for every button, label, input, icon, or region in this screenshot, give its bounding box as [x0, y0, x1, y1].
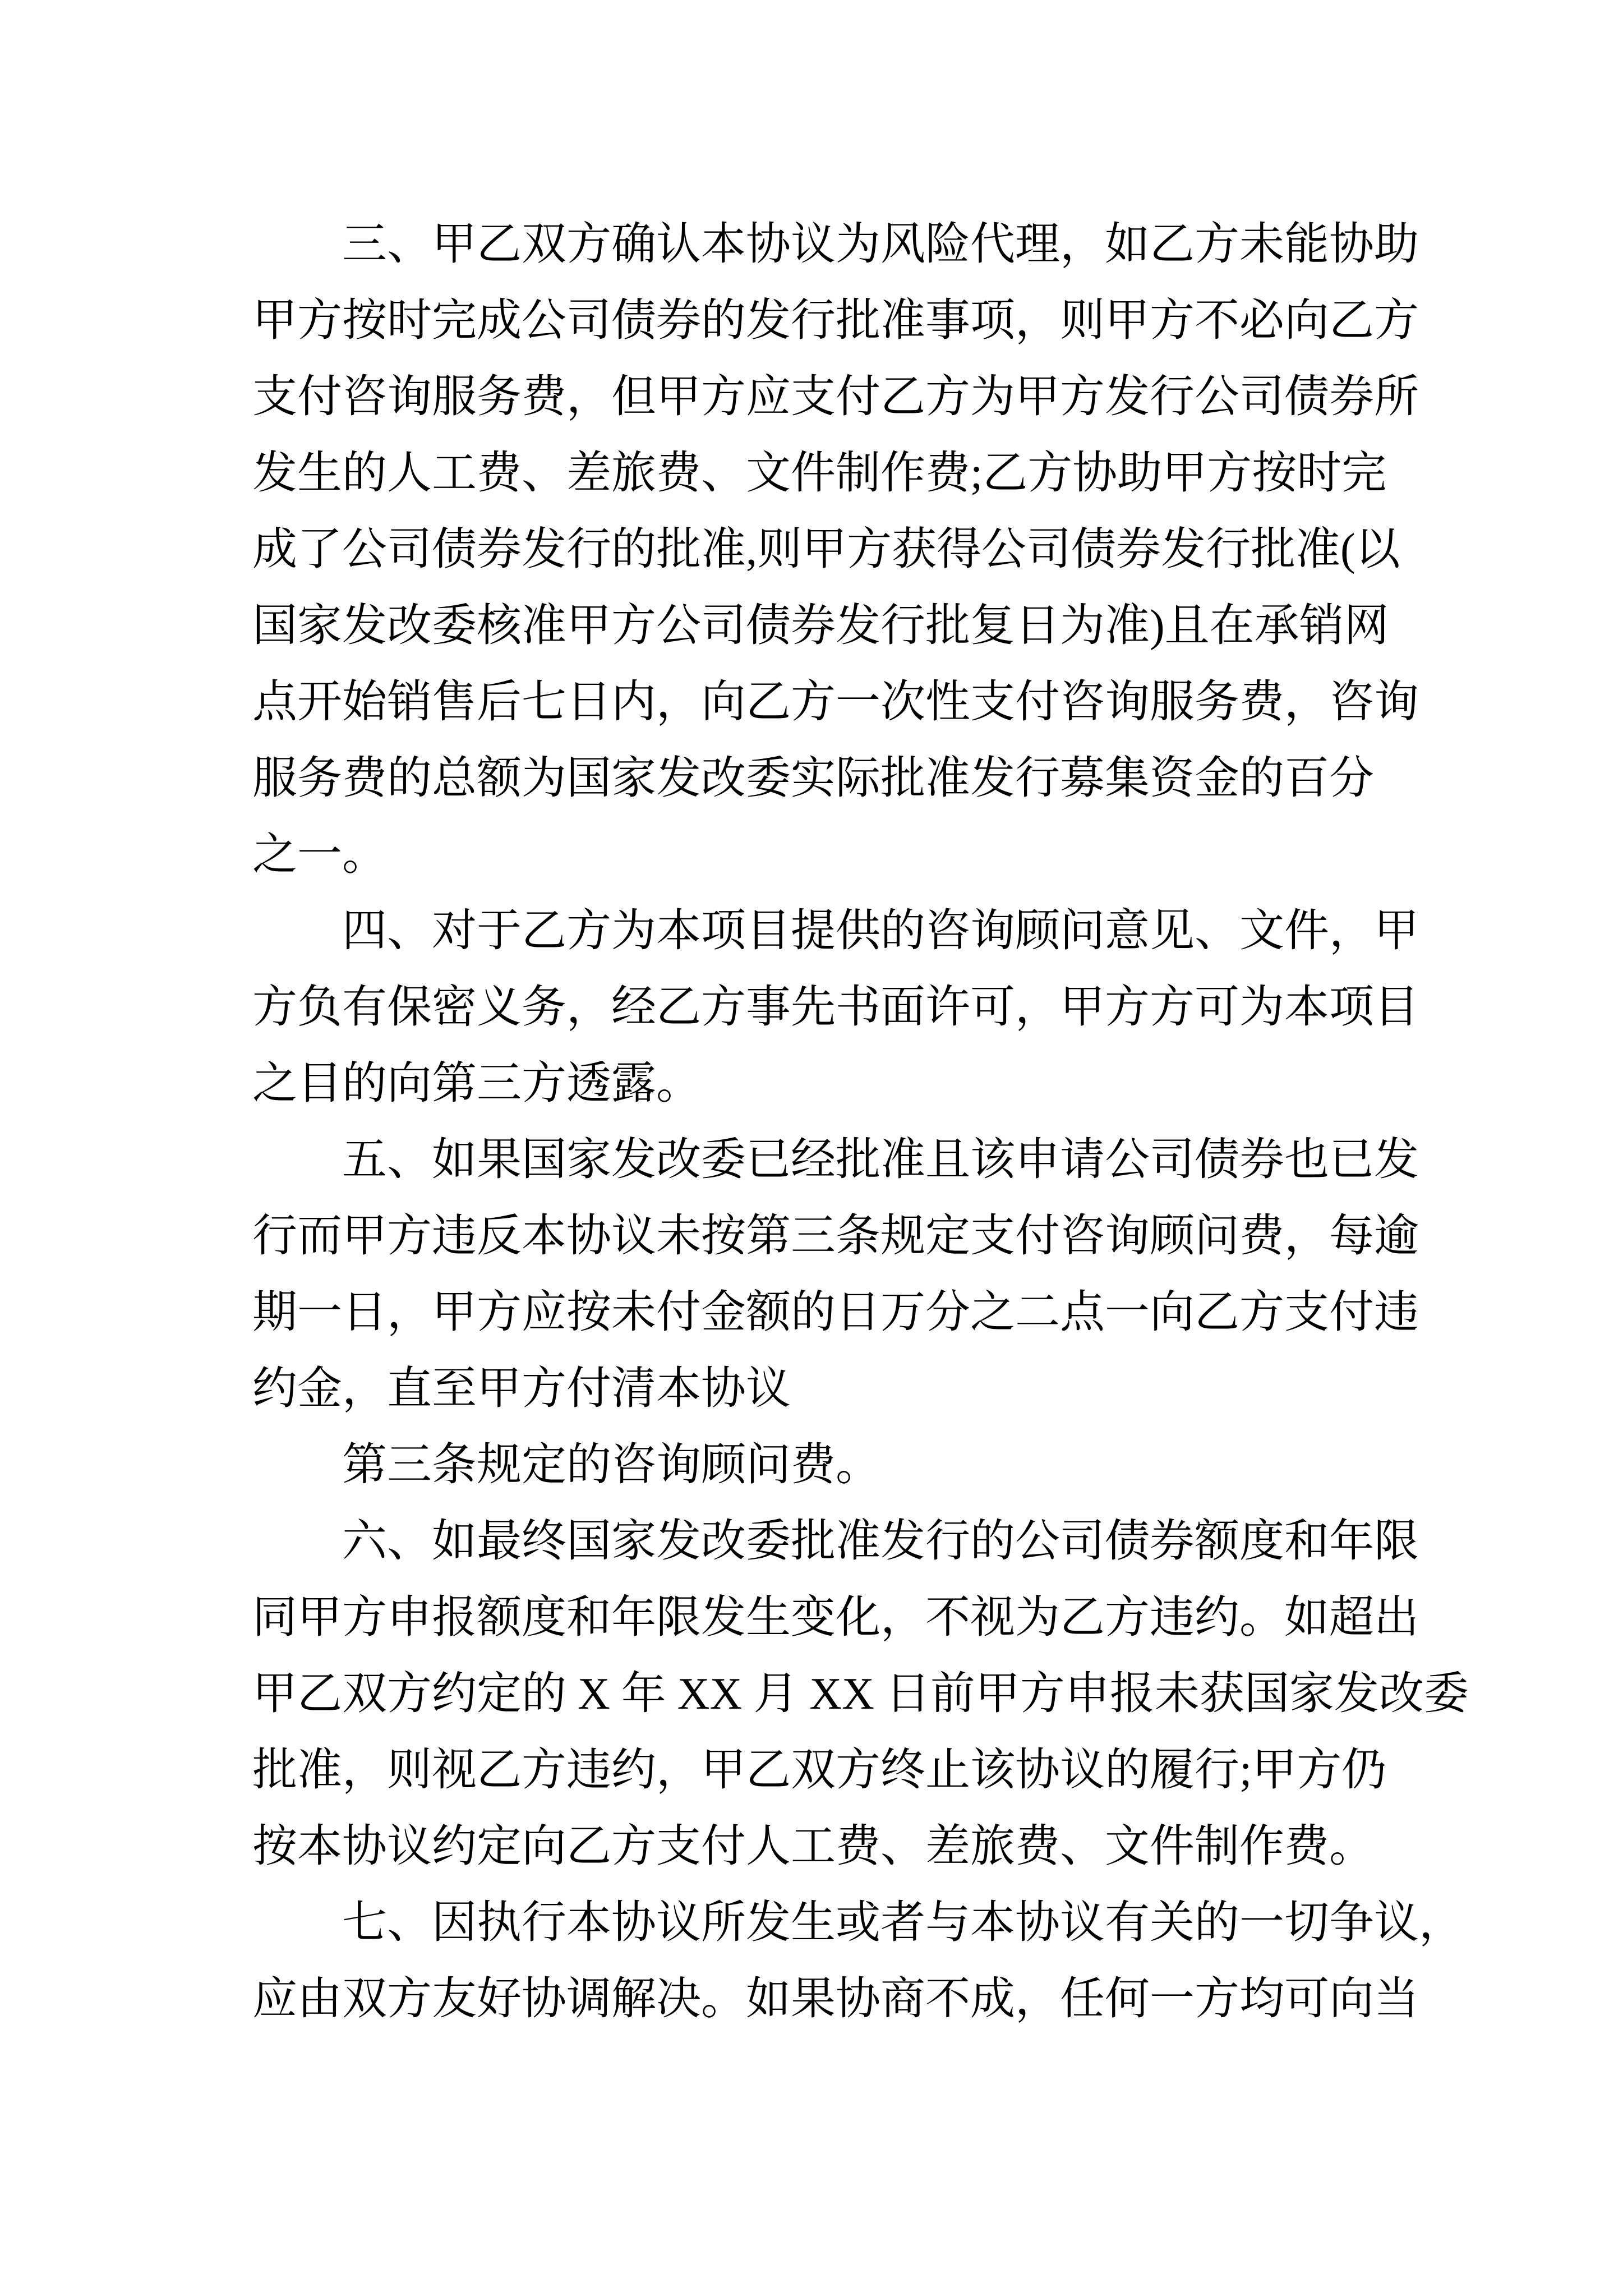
text-line: 方负有保密义务，经乙方事先书面许可，甲方方可为本项目 — [252, 983, 1419, 1032]
text-line: 第三条规定的咨询顾问费。 — [252, 1441, 880, 1490]
text-line: 三、甲乙双方确认本协议为风险代理，如乙方未能协助 — [252, 220, 1419, 269]
text-line: 点开始销售后七日内，向乙方一次性支付咨询服务费，咨询 — [252, 678, 1419, 727]
text-line: 七、因执行本协议所发生或者与本协议有关的一切争议， — [252, 1898, 1464, 1948]
text-line: 按本协议约定向乙方支付人工费、差旅费、文件制作费。 — [252, 1822, 1374, 1871]
text-line: 期一日，甲方应按未付金额的日万分之二点一向乙方支付违 — [252, 1288, 1419, 1337]
text-line: 约金，直至甲方付清本协议 — [252, 1364, 791, 1414]
text-line: 同甲方申报额度和年限发生变化，不视为乙方违约。如超出 — [252, 1593, 1419, 1642]
text-line: 国家发改委核准甲方公司债券发行批复日为准)且在承销网 — [252, 601, 1389, 651]
text-line: 服务费的总额为国家发改委实际批准发行募集资金的百分 — [252, 754, 1374, 803]
text-line: 五、如果国家发改委已经批准且该申请公司债券也已发 — [252, 1135, 1419, 1185]
text-line: 四、对于乙方为本项目提供的咨询顾问意见、文件，甲 — [252, 907, 1419, 956]
text-line: 批准，则视乙方违约，甲乙双方终止该协议的履行;甲方仍 — [252, 1746, 1387, 1795]
text-line: 之一。 — [252, 830, 387, 880]
text-line: 甲乙双方约定的 X 年 XX 月 XX 日前甲方申报未获国家发改委 — [252, 1669, 1469, 1719]
contract-text-block — [252, 206, 1469, 2037]
text-line: 甲方按时完成公司债券的发行批准事项，则甲方不必向乙方 — [252, 296, 1419, 346]
text-line: 支付咨询服务费，但甲方应支付乙方为甲方发行公司债券所 — [252, 372, 1419, 422]
text-line: 之目的向第三方透露。 — [252, 1059, 701, 1108]
text-line: 应由双方友好协调解决。如果协商不成，任何一方均可向当 — [252, 1975, 1419, 2024]
text-line: 发生的人工费、差旅费、文件制作费;乙方协助甲方按时完 — [252, 449, 1387, 498]
text-line: 成了公司债券发行的批准,则甲方获得公司债券发行批准(以 — [252, 525, 1400, 574]
text-line: 行而甲方违反本协议未按第三条规定支付咨询顾问费，每逾 — [252, 1212, 1419, 1261]
text-line: 六、如最终国家发改委批准发行的公司债券额度和年限 — [252, 1517, 1419, 1566]
